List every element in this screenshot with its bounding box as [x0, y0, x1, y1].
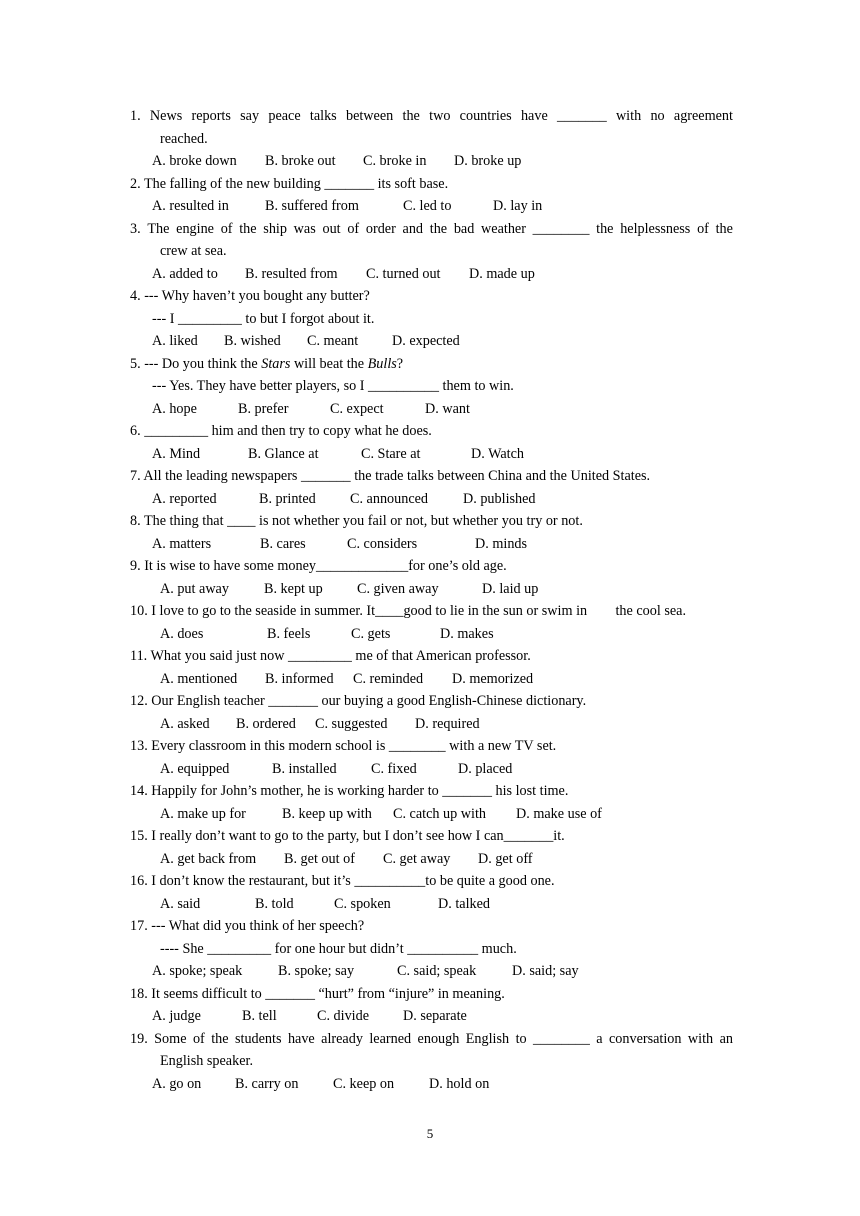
option-b: B. suffered from [265, 198, 359, 214]
question-text: What you said just now _________ me of that American professor. [150, 648, 531, 664]
question-number: 11. [130, 648, 148, 664]
question-6-options [130, 443, 733, 466]
question-number: 17. [130, 918, 148, 934]
word: agreement [673, 108, 733, 124]
word: have [520, 108, 548, 124]
option-c: C. fixed [371, 760, 417, 777]
question-text: ? [396, 355, 404, 372]
word: of [347, 220, 360, 237]
question-1-line-1 [130, 105, 733, 128]
question-18-options [130, 1005, 733, 1028]
option-c: C. gets [351, 625, 391, 642]
word: out [322, 220, 341, 237]
option-d: D. hold on [429, 1075, 490, 1092]
question-text: The thing that ____ is not whether you fail or not, but whether you try or not. [143, 513, 583, 529]
option-d: D. published [463, 490, 536, 507]
option-d: D. said; say [512, 963, 579, 979]
team-name: Bulls [367, 355, 397, 372]
word: two [429, 108, 451, 124]
option-c: C. get away [383, 850, 451, 867]
option-b: B. installed [272, 760, 337, 777]
question-4-options [130, 330, 733, 353]
word: the [211, 1030, 229, 1047]
option-b: B. resulted from [245, 265, 338, 282]
word: weather [481, 220, 526, 237]
question-text: _________ him and then try to copy what he does. [144, 423, 432, 439]
option-c: C. broke in [363, 153, 427, 169]
option-a: A. spoke; speak [152, 963, 243, 979]
word: a [596, 1030, 603, 1047]
question-10-stem [130, 600, 733, 623]
word: to [515, 1030, 527, 1047]
question-text: Every classroom in this modern school is ________ with a new TV set. [151, 738, 557, 754]
question-2-options [130, 195, 733, 218]
question-text: Our English teacher _______ our buying a good English-Chinese dictionary. [151, 693, 587, 709]
word: of [220, 220, 233, 237]
question-number: 6. [130, 423, 141, 439]
question-5-stem [130, 353, 733, 376]
option-b: B. informed [265, 670, 334, 687]
option-d: D. want [425, 400, 470, 417]
option-b: B. carry on [235, 1075, 299, 1092]
option-b: B. get out of [284, 850, 355, 867]
word: helplessness [620, 220, 691, 237]
question-text: It seems difficult to _______ “hurt” from “injure” in meaning. [151, 985, 505, 1002]
team-name: Stars [261, 355, 291, 372]
option-d: D. made up [469, 265, 535, 282]
option-b: B. spoke; say [278, 963, 355, 979]
question-number: 14. [130, 783, 148, 799]
option-d: D. laid up [482, 580, 539, 597]
option-a: A. get back from [160, 850, 257, 867]
option-b: B. ordered [236, 715, 296, 732]
question-number: 15. [130, 828, 148, 844]
option-d: D. talked [438, 895, 491, 912]
question-3-line-1 [130, 218, 733, 241]
word: an [719, 1030, 733, 1047]
option-b: B. wished [224, 333, 281, 349]
word: have [287, 1030, 315, 1047]
option-a: A. mentioned [160, 670, 238, 687]
option-a: A. put away [160, 580, 229, 597]
word: learned [369, 1030, 412, 1047]
option-a: A. said [160, 895, 201, 912]
word: of [192, 1030, 205, 1047]
question-14-stem [130, 780, 733, 803]
question-11-options [130, 668, 733, 691]
option-d: D. lay in [493, 198, 543, 214]
word: countries [459, 108, 512, 124]
word: the [429, 220, 448, 237]
question-text: I love to go to the seaside in summer. It____good to lie in the sun or swim in the cool sea. [151, 603, 686, 619]
word: say [240, 108, 260, 124]
question-number: 1. [130, 108, 141, 124]
question-14-options [130, 803, 733, 826]
blank: _______ [557, 108, 607, 124]
question-text: It is wise to have some money_____________for one’s old age. [144, 558, 507, 574]
question-number: 7. [130, 468, 141, 484]
word: ship [263, 220, 287, 237]
question-5-reply: --- Yes. They have better players, so I __________ them to win. [152, 378, 514, 394]
question-5-options [130, 398, 733, 421]
option-c: C. spoken [334, 895, 391, 912]
question-4-stem [130, 285, 733, 308]
word: the [239, 220, 257, 237]
question-3-line-2: crew at sea. [160, 243, 227, 259]
option-d: D. separate [403, 1008, 467, 1024]
option-b: B. tell [242, 1008, 277, 1024]
question-number: 2. [130, 175, 141, 192]
option-a: A. hope [152, 400, 197, 417]
question-text: The falling of the new building _______ its soft base. [143, 175, 449, 192]
question-3-options [130, 263, 733, 286]
option-a: A. reported [152, 490, 217, 507]
option-a: A. added to [152, 265, 218, 282]
option-d: D. Watch [471, 445, 524, 462]
option-c: C. reminded [353, 670, 424, 687]
question-12-stem [130, 690, 733, 713]
question-1-line-2: reached. [160, 130, 208, 147]
blank: ________ [533, 1030, 590, 1047]
question-8-options [130, 533, 733, 556]
question-13-options [130, 758, 733, 781]
question-text: --- What did you think of her speech? [151, 918, 365, 934]
word: the [596, 220, 614, 237]
question-17-reply: ---- She _________ for one hour but didn’t __________ much. [160, 940, 517, 957]
word: was [293, 220, 316, 237]
question-number: 4. [130, 288, 141, 304]
question-text: will beat the [290, 355, 368, 372]
question-number: 9. [130, 558, 141, 574]
question-16-options [130, 893, 733, 916]
option-d: D. make use of [516, 805, 602, 822]
question-list [130, 105, 733, 1095]
question-17-options [130, 960, 733, 983]
question-7-options [130, 488, 733, 511]
word: students [234, 1030, 282, 1047]
option-d: D. expected [392, 333, 460, 349]
option-a: A. go on [152, 1075, 202, 1092]
option-c: C. considers [347, 535, 418, 552]
option-c: C. given away [357, 580, 439, 597]
question-9-options [130, 578, 733, 601]
question-4-reply: --- I _________ to but I forgot about it. [152, 310, 375, 327]
question-12-options [130, 713, 733, 736]
question-number: 3. [130, 220, 141, 237]
question-number: 10. [130, 603, 148, 619]
question-19-line-2: English speaker. [160, 1053, 253, 1069]
page-number: 5 [426, 1126, 434, 1141]
question-text: Happily for John’s mother, he is working harder to _______ his lost time. [151, 783, 569, 799]
option-c: C. Stare at [361, 445, 421, 462]
word: already [321, 1030, 363, 1047]
question-13-stem [130, 735, 733, 758]
option-a: A. make up for [160, 805, 246, 822]
word: of [697, 220, 709, 237]
option-a: A. does [160, 625, 204, 642]
option-c: C. announced [350, 490, 429, 507]
option-a: A. asked [160, 715, 210, 732]
option-a: A. broke down [152, 153, 237, 169]
question-11-stem [130, 645, 733, 668]
option-d: D. get off [478, 850, 533, 867]
question-18-stem [130, 983, 733, 1006]
question-number: 19. [130, 1030, 148, 1047]
word: engine [176, 220, 214, 237]
option-b: B. prefer [238, 400, 289, 417]
question-number: 12. [130, 693, 148, 709]
word: News [149, 108, 183, 124]
question-text: --- Do you think the [144, 355, 262, 372]
option-c: C. catch up with [393, 805, 486, 822]
word: no [650, 108, 665, 124]
word: bad [453, 220, 475, 237]
question-15-stem [130, 825, 733, 848]
question-number: 5. [130, 355, 141, 372]
word: the [402, 108, 420, 124]
option-b: B. feels [267, 625, 311, 642]
question-number: 8. [130, 513, 141, 529]
question-text: All the leading newspapers _______ the trade talks between China and the United States. [143, 468, 651, 484]
question-text: I really don’t want to go to the party, but I don’t see how I can_______it. [151, 828, 565, 844]
option-b: B. kept up [264, 580, 323, 597]
question-1-options [130, 150, 733, 173]
word: the [715, 220, 733, 237]
word: order [365, 220, 396, 237]
option-d: D. placed [458, 760, 513, 777]
option-d: D. memorized [452, 670, 534, 687]
blank: ________ [532, 220, 590, 237]
option-a: A. liked [152, 333, 198, 349]
question-7-stem [130, 465, 733, 488]
option-b: B. broke out [265, 153, 336, 169]
option-a: A. equipped [160, 760, 230, 777]
question-16-stem [130, 870, 733, 893]
option-a: A. judge [152, 1008, 201, 1024]
option-a: A. resulted in [152, 198, 229, 214]
question-8-stem [130, 510, 733, 533]
option-d: D. makes [440, 625, 494, 642]
question-2-stem [130, 173, 733, 196]
option-b: B. cares [260, 535, 306, 552]
question-6-stem [130, 420, 733, 443]
word: The [147, 220, 170, 237]
option-d: D. minds [475, 535, 528, 552]
option-c: C. divide [317, 1008, 370, 1024]
word: reports [191, 108, 231, 124]
question-17-stem [130, 915, 733, 938]
word: Some [154, 1030, 187, 1047]
word: peace [268, 108, 301, 124]
option-c: C. suggested [315, 715, 388, 732]
option-c: C. turned out [366, 265, 441, 282]
question-19-options [130, 1073, 733, 1096]
option-b: B. Glance at [248, 445, 319, 462]
option-b: B. told [255, 895, 294, 912]
option-d: D. broke up [454, 153, 522, 169]
option-c: C. meant [307, 333, 359, 349]
question-number: 16. [130, 873, 148, 889]
word: enough [417, 1030, 460, 1047]
word: conversation [608, 1030, 682, 1047]
question-number: 18. [130, 985, 148, 1002]
option-b: B. keep up with [282, 805, 372, 822]
option-c: C. keep on [333, 1075, 395, 1092]
word: talks [309, 108, 337, 124]
word: and [402, 220, 424, 237]
option-b: B. printed [259, 490, 316, 507]
option-c: C. expect [330, 400, 384, 417]
word: with [615, 108, 642, 124]
question-text: I don’t know the restaurant, but it’s __________to be quite a good one. [151, 873, 555, 889]
word: between [345, 108, 394, 124]
word: with [687, 1030, 714, 1047]
question-15-options [130, 848, 733, 871]
question-19-line-1 [130, 1028, 733, 1051]
option-d: D. required [415, 715, 480, 732]
question-10-options [130, 623, 733, 646]
option-c: C. led to [403, 198, 452, 214]
option-c: C. said; speak [397, 963, 477, 979]
question-number: 13. [130, 738, 148, 754]
option-a: A. Mind [152, 445, 201, 462]
word: English [465, 1030, 510, 1047]
question-text: --- Why haven’t you bought any butter? [144, 288, 370, 304]
question-9-stem [130, 555, 733, 578]
option-a: A. matters [152, 535, 212, 552]
